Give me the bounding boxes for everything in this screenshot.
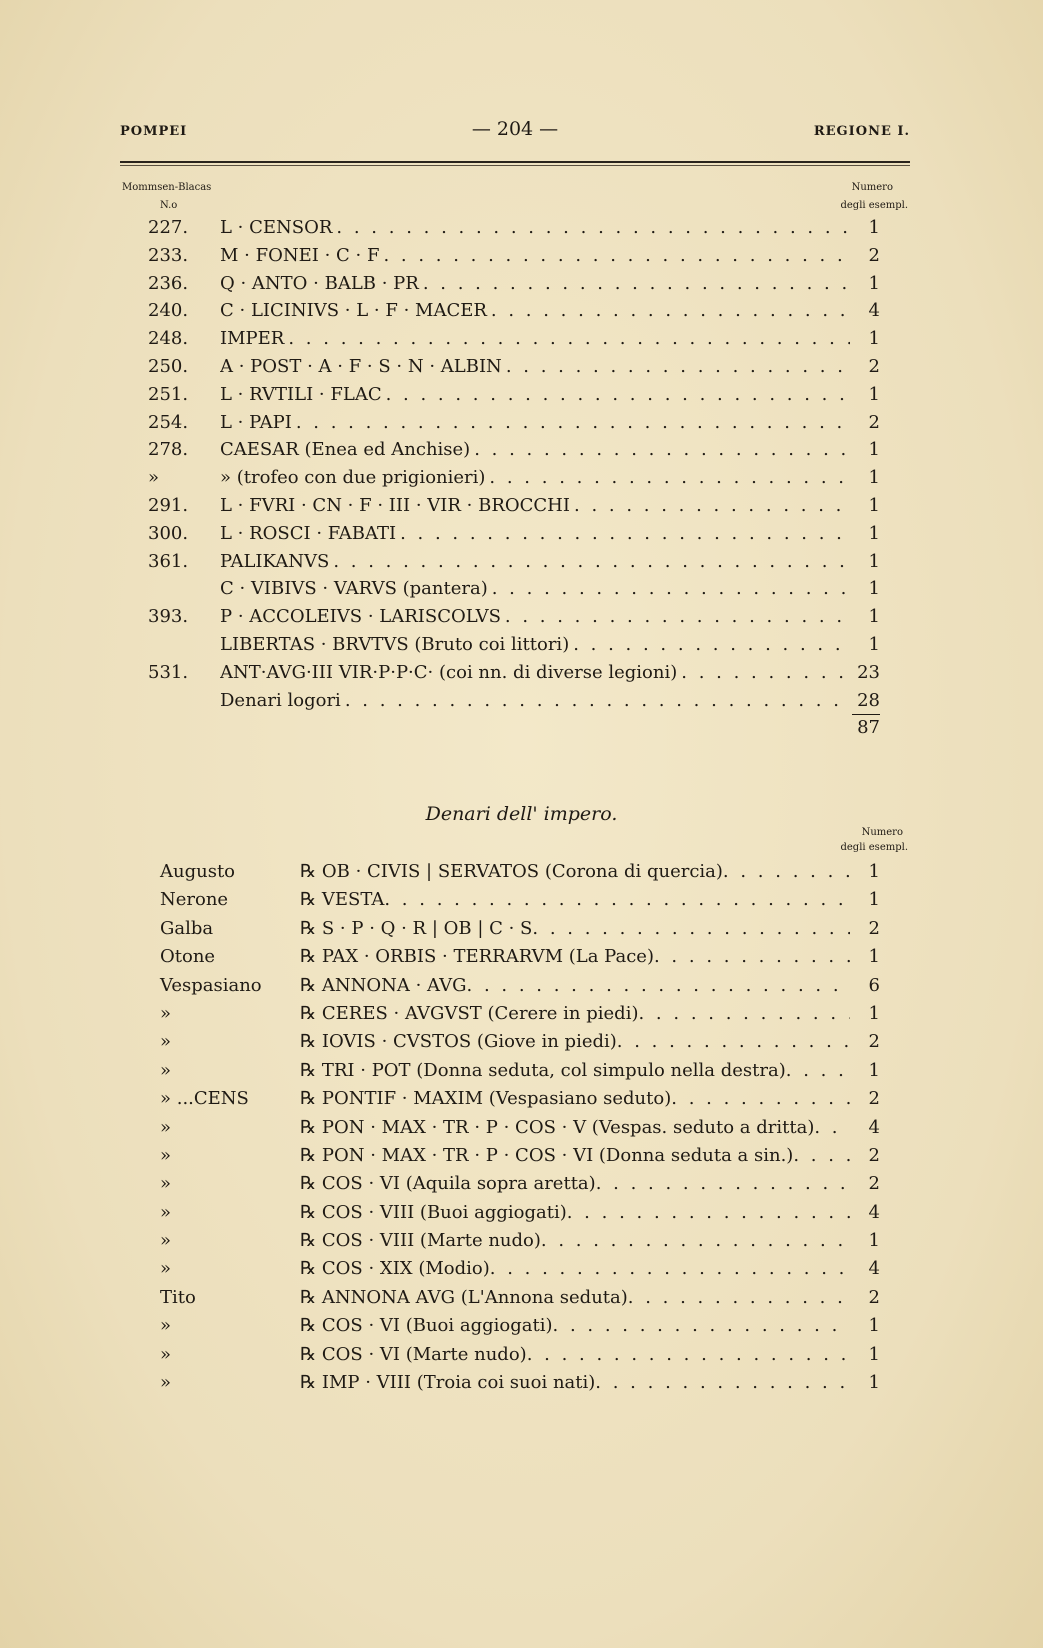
- coin-reverse: ℞ PONTIF · MAXIM (Vespasiano seduto) . . .: [300, 1085, 850, 1113]
- specimen-count: 4: [868, 1201, 880, 1223]
- catalog-number: 236.: [148, 272, 189, 294]
- coin-legend: Denari logori . . .: [220, 687, 850, 715]
- specimen-count: 2: [868, 1286, 880, 1308]
- list-item: [160, 943, 880, 971]
- coin-reverse: ℞ CERES · AVGVST (Cerere in piedi) . . .: [300, 1000, 850, 1028]
- header-right: REGIONE I.: [813, 124, 910, 139]
- specimen-count: 1: [868, 1343, 880, 1365]
- list-item: [160, 1142, 880, 1170]
- specimen-count: 1: [868, 633, 880, 655]
- coin-legend: M · FONEI · C · F . . .: [220, 242, 850, 270]
- list-item: [160, 1114, 880, 1142]
- specimen-count: 2: [868, 917, 880, 939]
- column-header-left-sub: N.o: [160, 200, 178, 211]
- specimen-count: 2: [868, 1088, 880, 1110]
- coin-legend: CAESAR (Enea ed Anchise) . . .: [220, 436, 850, 464]
- list-item: [120, 353, 880, 381]
- specimen-count: 28: [857, 689, 880, 711]
- list-item: [160, 972, 880, 1000]
- specimen-count: 1: [868, 1315, 880, 1337]
- list-item: [120, 242, 880, 270]
- emperor-name: » ...CENS: [160, 1088, 249, 1110]
- coin-reverse: ℞ OB · CIVIS | SERVATOS (Corona di quercia) . . .: [300, 858, 850, 886]
- list-item: [160, 886, 880, 914]
- specimen-count: 1: [868, 494, 880, 516]
- coin-legend: L · RVTILI · FLAC . . .: [220, 381, 850, 409]
- specimen-count: 2: [868, 1031, 880, 1053]
- list-item: [160, 1199, 880, 1227]
- coin-legend: IMPER . . .: [220, 325, 850, 353]
- header-rule-thin: [120, 165, 910, 166]
- coin-reverse: ℞ COS · VIII (Buoi aggiogati) . . .: [300, 1199, 850, 1227]
- catalog-number: 300.: [148, 522, 189, 544]
- list-item: [120, 381, 880, 409]
- header-rule: [120, 161, 910, 163]
- specimen-count: 1: [868, 1230, 880, 1252]
- coin-reverse: ℞ PAX · ORBIS · TERRARVM (La Pace) . . .: [300, 943, 850, 971]
- catalog-number: 393.: [148, 606, 189, 628]
- coin-legend: PALIKANVS . . .: [220, 548, 850, 576]
- catalog-number: 250.: [148, 355, 189, 377]
- catalog-number: 248.: [148, 328, 189, 350]
- specimen-count: 2: [868, 1144, 880, 1166]
- coin-legend: L · PAPI . . .: [220, 409, 850, 437]
- empire-list: [160, 858, 880, 1397]
- specimen-count: 2: [868, 411, 880, 433]
- column-header-right-sub: degli esempl.: [840, 200, 908, 211]
- emperor-name: »: [160, 1372, 172, 1394]
- coin-legend: LIBERTAS · BRVTVS (Bruto coi littori) . . .: [220, 631, 850, 659]
- catalog-number: »: [148, 467, 160, 489]
- coin-reverse: ℞ VESTA . . .: [300, 886, 850, 914]
- specimen-count: 1: [868, 606, 880, 628]
- specimen-count: 1: [868, 217, 880, 238]
- list-item: [160, 1227, 880, 1255]
- specimen-count: 1: [868, 272, 880, 294]
- catalog-number: 233.: [148, 244, 189, 266]
- republic-list: [120, 214, 880, 742]
- catalog-number: 251.: [148, 383, 189, 405]
- coin-reverse: ℞ TRI · POT (Donna seduta, col simpulo nella destra) . . .: [300, 1057, 850, 1085]
- catalog-number: 291.: [148, 494, 189, 516]
- section-subtitle: Denari dell' impero.: [425, 803, 618, 825]
- list-item: [120, 297, 880, 325]
- column-header-left: Mommsen-Blacas: [122, 182, 212, 193]
- coin-legend: C · LICINIVS · L · F · MACER . . .: [220, 297, 850, 325]
- list-item: [160, 1369, 880, 1397]
- specimen-count: 1: [868, 383, 880, 405]
- list-item: [160, 858, 880, 886]
- specimen-count: 1: [868, 578, 880, 600]
- page-number: — 204 —: [471, 118, 559, 140]
- emperor-name: Tito: [160, 1286, 196, 1308]
- emperor-name: »: [160, 1059, 172, 1081]
- list-item: [120, 464, 880, 492]
- list-item: [160, 1255, 880, 1283]
- column2-header-right-sub: degli esempl.: [840, 842, 908, 853]
- emperor-name: Vespasiano: [160, 974, 262, 996]
- specimen-count: 1: [868, 861, 880, 882]
- coin-legend: A · POST · A · F · S · N · ALBIN . . .: [220, 353, 850, 381]
- catalog-number: 227.: [148, 217, 189, 238]
- coin-reverse: ℞ PON · MAX · TR · P · COS · V (Vespas. seduto a dritta) . . .: [300, 1114, 850, 1142]
- coin-reverse: ℞ S · P · Q · R | OB | C · S . . .: [300, 915, 850, 943]
- specimen-count: 1: [868, 889, 880, 911]
- coin-legend: Q · ANTO · BALB · PR . . .: [220, 270, 850, 298]
- emperor-name: »: [160, 1315, 172, 1337]
- total-row: [120, 714, 880, 742]
- list-item: [120, 520, 880, 548]
- list-item: [160, 1284, 880, 1312]
- specimen-count: 6: [868, 974, 880, 996]
- coin-legend: L · CENSOR . . .: [220, 214, 850, 242]
- emperor-name: Galba: [160, 917, 214, 939]
- list-item: [120, 603, 880, 631]
- coin-legend: P · ACCOLEIVS · LARISCOLVS . . .: [220, 603, 850, 631]
- emperor-name: Nerone: [160, 889, 229, 911]
- total-count: 87: [857, 717, 880, 739]
- specimen-count: 1: [868, 1002, 880, 1024]
- emperor-name: »: [160, 1258, 172, 1280]
- catalog-number: 278.: [148, 439, 189, 461]
- coin-legend: L · FVRI · CN · F · III · VIR · BROCCHI . . .: [220, 492, 850, 520]
- catalog-number: 254.: [148, 411, 189, 433]
- list-item: [160, 1000, 880, 1028]
- list-item: [120, 492, 880, 520]
- coin-reverse: ℞ COS · VI (Buoi aggiogati) . . .: [300, 1312, 850, 1340]
- emperor-name: Otone: [160, 946, 216, 968]
- specimen-count: 1: [868, 1059, 880, 1081]
- list-item: [160, 1057, 880, 1085]
- specimen-count: 4: [868, 1258, 880, 1280]
- column2-header-right: Numero: [861, 827, 903, 838]
- specimen-count: 1: [868, 328, 880, 350]
- coin-legend: L · ROSCI · FABATI . . .: [220, 520, 850, 548]
- list-item: [120, 325, 880, 353]
- list-item: [120, 548, 880, 576]
- list-item: [160, 915, 880, 943]
- list-item: [120, 214, 880, 242]
- coin-reverse: ℞ IOVIS · CVSTOS (Giove in piedi) . . .: [300, 1028, 850, 1056]
- catalog-number: 240.: [148, 300, 189, 322]
- specimen-count: 1: [868, 522, 880, 544]
- coin-reverse: ℞ COS · VIII (Marte nudo) . . .: [300, 1227, 850, 1255]
- specimen-count: 2: [868, 1173, 880, 1195]
- catalog-number: 531.: [148, 661, 189, 683]
- emperor-name: »: [160, 1116, 172, 1138]
- emperor-name: »: [160, 1144, 172, 1166]
- coin-legend: C · VIBIVS · VARVS (pantera) . . .: [220, 575, 850, 603]
- specimen-count: 4: [868, 1116, 880, 1138]
- list-item: [120, 687, 880, 715]
- coin-reverse: ℞ PON · MAX · TR · P · COS · VI (Donna seduta a sin.) . . .: [300, 1142, 850, 1170]
- list-item: [120, 436, 880, 464]
- list-item: [120, 409, 880, 437]
- specimen-count: 1: [868, 550, 880, 572]
- specimen-count: 1: [868, 1372, 880, 1394]
- page-header: [120, 118, 910, 148]
- list-item: [160, 1028, 880, 1056]
- emperor-name: »: [160, 1201, 172, 1223]
- specimen-count: 23: [857, 661, 880, 683]
- specimen-count: 1: [868, 946, 880, 968]
- specimen-count: 2: [868, 244, 880, 266]
- specimen-count: 2: [868, 355, 880, 377]
- list-item: [160, 1170, 880, 1198]
- emperor-name: Augusto: [160, 861, 236, 882]
- list-item: [120, 270, 880, 298]
- specimen-count: 1: [868, 439, 880, 461]
- emperor-name: »: [160, 1173, 172, 1195]
- list-item: [160, 1341, 880, 1369]
- specimen-count: 4: [868, 300, 880, 322]
- emperor-name: »: [160, 1031, 172, 1053]
- coin-reverse: ℞ COS · VI (Marte nudo) . . .: [300, 1341, 850, 1369]
- list-item: [160, 1312, 880, 1340]
- list-item: [120, 631, 880, 659]
- coin-reverse: ℞ ANNONA · AVG . . .: [300, 972, 850, 1000]
- coin-reverse: ℞ ANNONA AVG (L'Annona seduta) . . .: [300, 1284, 850, 1312]
- list-item: [120, 575, 880, 603]
- emperor-name: »: [160, 1002, 172, 1024]
- header-left: POMPEI: [120, 124, 188, 139]
- coin-reverse: ℞ COS · VI (Aquila sopra aretta) . . .: [300, 1170, 850, 1198]
- list-item: [120, 659, 880, 687]
- emperor-name: »: [160, 1343, 172, 1365]
- coin-legend: » (trofeo con due prigionieri) . . .: [220, 464, 850, 492]
- list-item: [160, 1085, 880, 1113]
- specimen-count: 1: [868, 467, 880, 489]
- coin-reverse: ℞ COS · XIX (Modio) . . .: [300, 1255, 850, 1283]
- column-header-right: Numero: [851, 182, 893, 193]
- coin-reverse: ℞ IMP · VIII (Troia coi suoi nati) . . .: [300, 1369, 850, 1397]
- emperor-name: »: [160, 1230, 172, 1252]
- catalog-number: 361.: [148, 550, 189, 572]
- coin-legend: ANT·AVG·III VIR·P·P·C· (coi nn. di diverse legioni) . . .: [220, 659, 850, 687]
